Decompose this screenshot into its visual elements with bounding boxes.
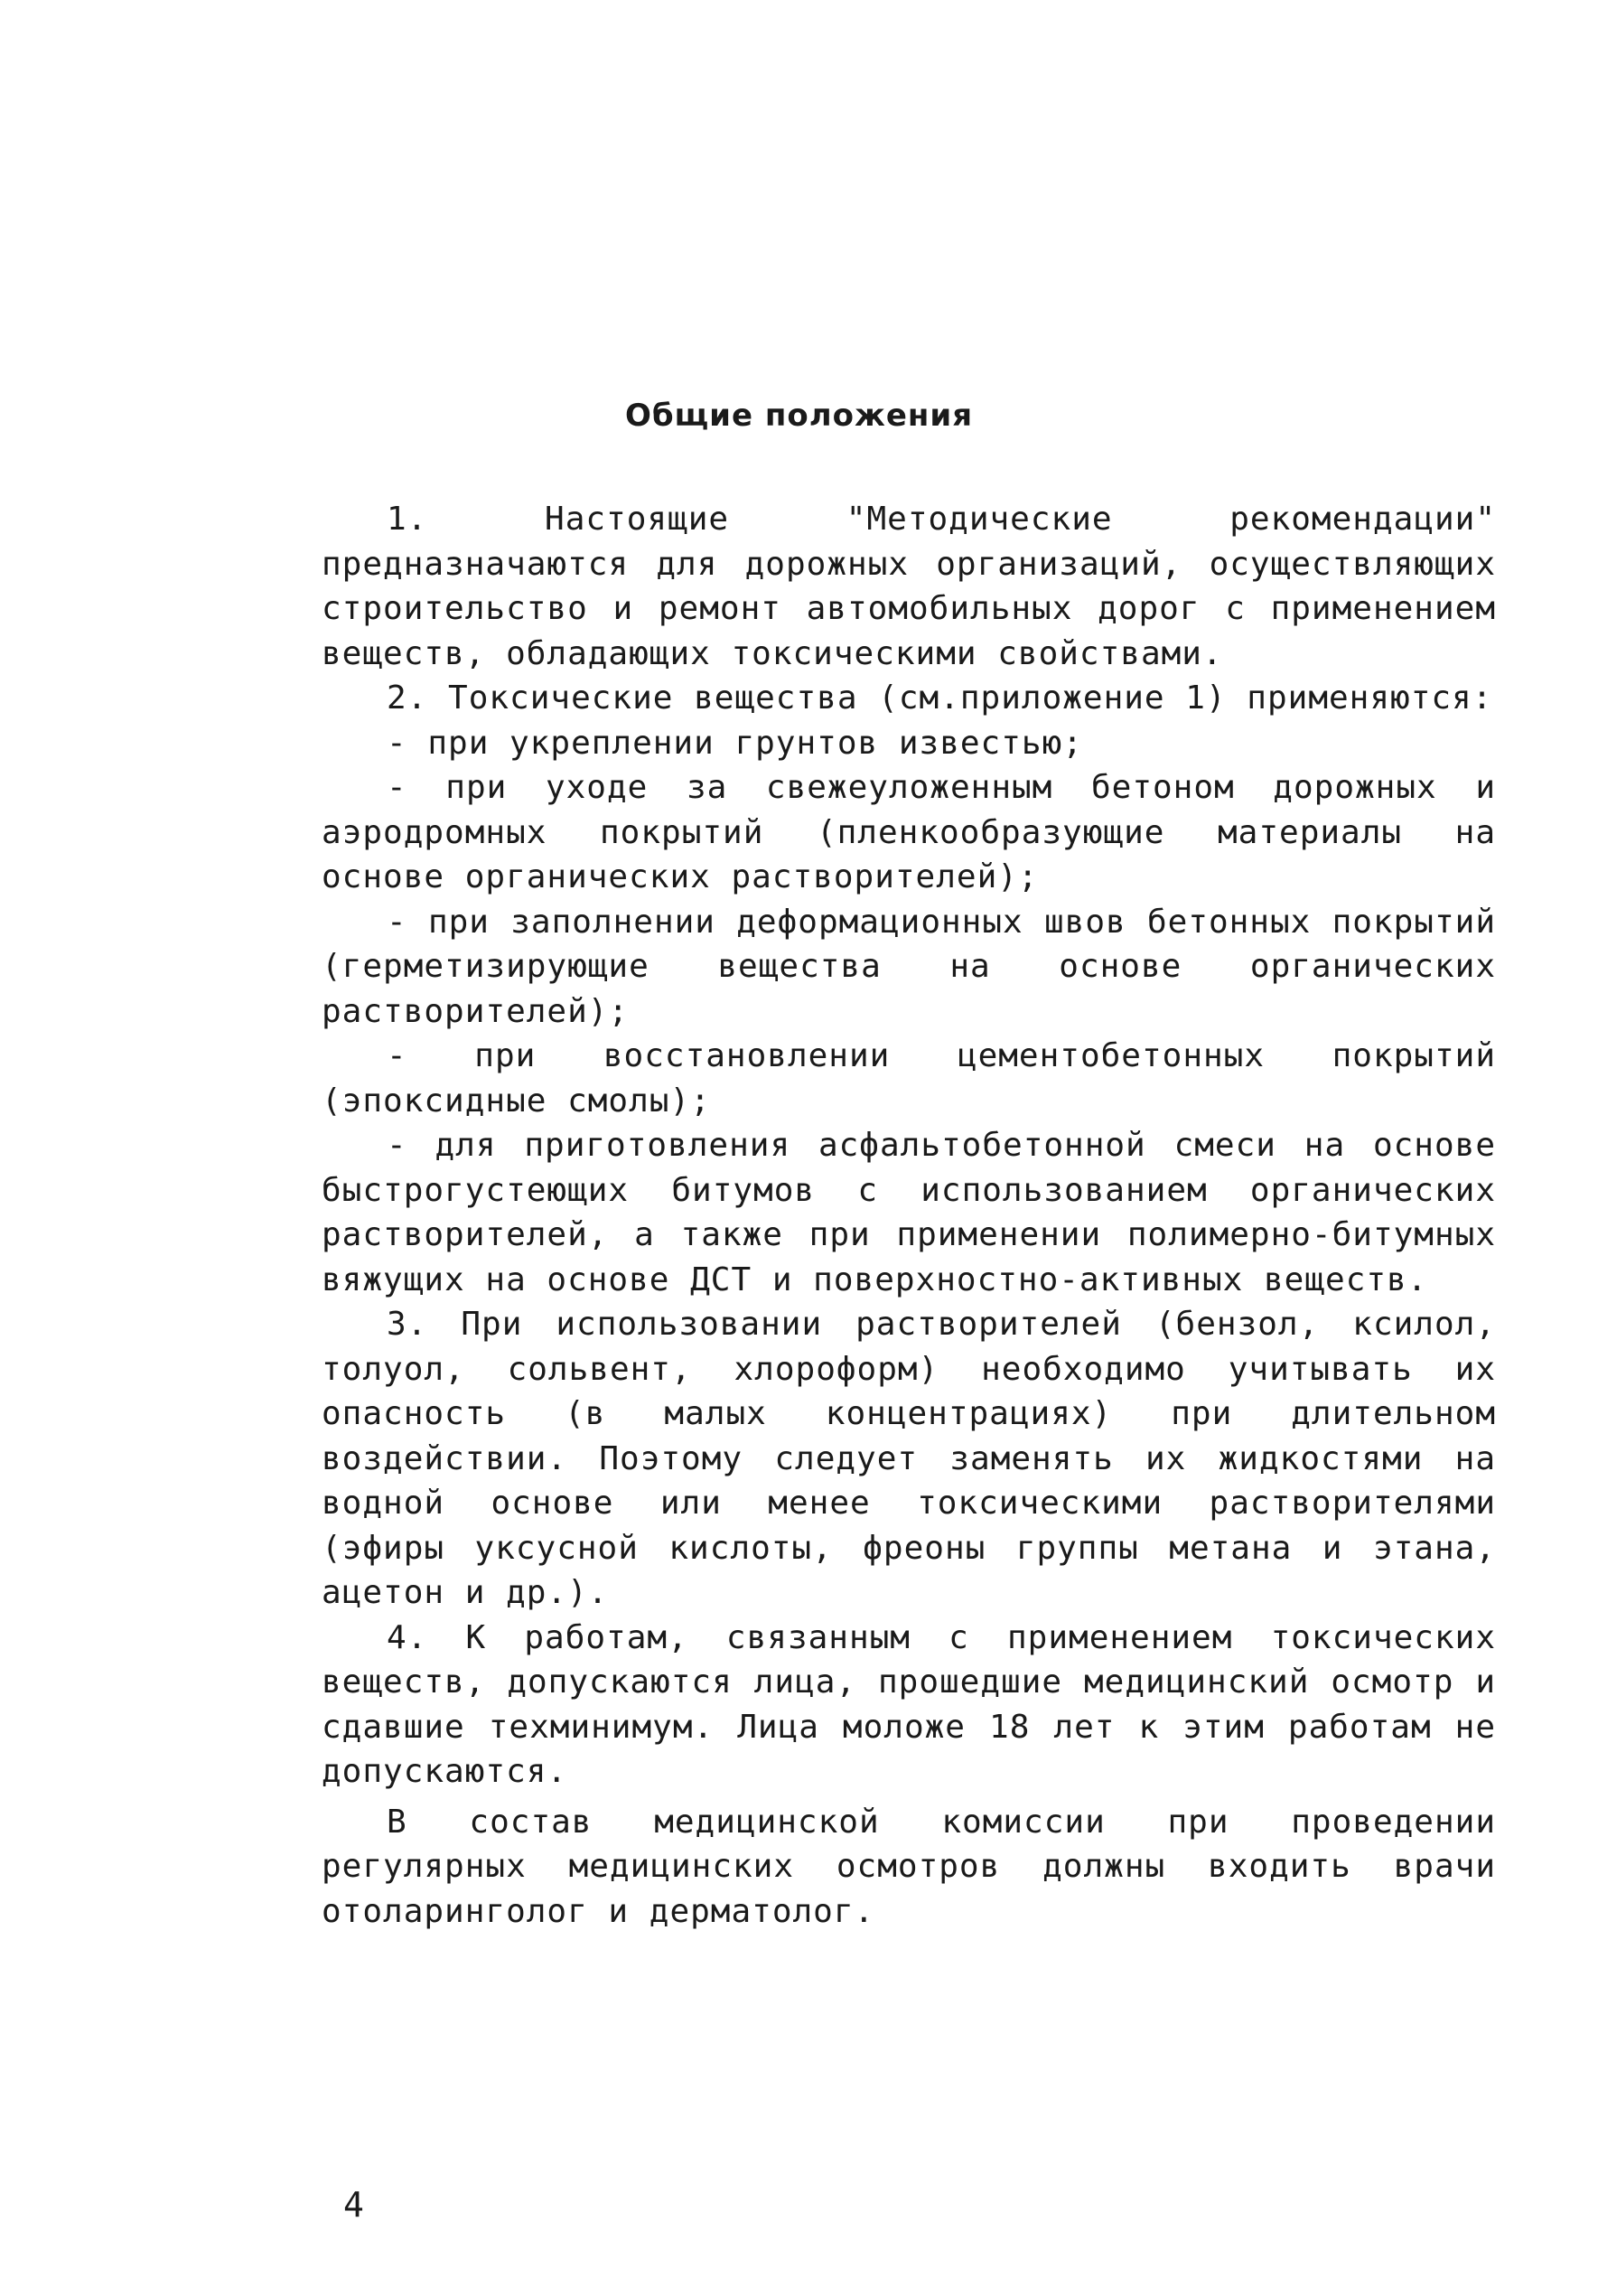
paragraph-5: В состав медицинской комиссии при проведении регулярных медицинских осмотров должны входить врачи отоларинголог и дерматолог. bbox=[322, 1803, 1496, 1930]
list-item-lime: - при укреплении грунтов известью; bbox=[387, 724, 1083, 762]
section-heading: Общие положения bbox=[624, 398, 974, 434]
paragraph-1: 1. Настоящие "Методические рекомендации" предназначаются для дорожных организаций, осуществляющих строительство и ремонт автомобильных дорог с применением веществ, обладающих токсическими свойствами. bbox=[322, 501, 1496, 672]
list-item-asphalt: - для приготовления асфальтобетонной смеси на основе быстрогустеющих битумов с использованием органических растворителей, а также при применении полимерно-битумных вяжущих на основе ДСТ и поверхностно-активных веществ. bbox=[322, 1127, 1496, 1298]
page-number: 4 bbox=[343, 2185, 364, 2225]
list-item-joints: - при заполнении деформационных швов бетонных покрытий (герметизирующие вещества на основе органических растворителей); bbox=[322, 903, 1496, 1030]
paragraph-2: 2. Токсические вещества (см.приложение 1) применяются: bbox=[387, 679, 1493, 717]
body-text bbox=[322, 497, 1496, 1934]
paragraph-4: 4. К работам, связанным с применением токсических веществ, допускаются лица, прошедшие медицинский осмотр и сдавшие техминимум. Лица моложе 18 лет к этим работам не допускаются. bbox=[322, 1618, 1496, 1790]
paragraph-3: 3. При использовании растворителей (бензол, ксилол, толуол, сольвент, хлороформ) необходимо учитывать их опасность (в малых концентрациях) при длительном воздействии. Поэтому следует заменять их жидкостями на водной основе или менее токсическими растворителями (эфиры уксусной кислоты, фреоны группы метана и этана, ацетон и др.). bbox=[322, 1306, 1496, 1611]
list-item-restoration: - при восстановлении цементобетонных покрытий (эпоксидные смолы); bbox=[322, 1037, 1496, 1120]
list-item-concrete-care: - при уходе за свежеуложенным бетоном дорожных и аэродромных покрытий (пленкообразующие материалы на основе органических растворителей); bbox=[322, 769, 1496, 895]
